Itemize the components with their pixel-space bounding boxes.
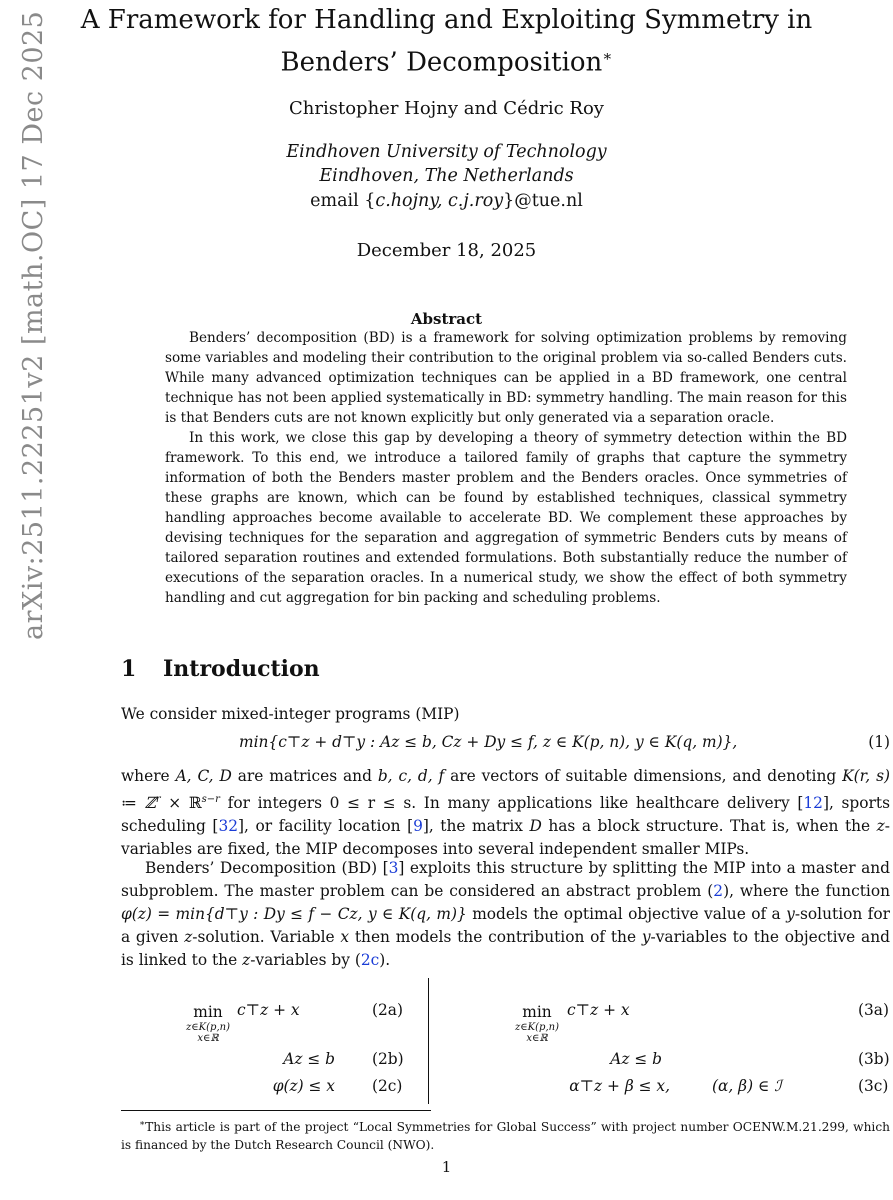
problem-3-objective: c⊤z + x <box>567 1001 630 1019</box>
text-run: where <box>121 767 176 785</box>
section-heading <box>121 656 320 682</box>
math-run: A, C, D <box>175 767 232 785</box>
equation-ref-2[interactable]: 2 <box>713 882 724 900</box>
equation-ref-2c[interactable]: 2c <box>360 951 380 969</box>
paper-title <box>0 2 893 81</box>
text-run: ], or facility location [ <box>238 817 414 836</box>
math-run: z <box>876 817 885 836</box>
text-run: -solution. Variable <box>192 928 341 946</box>
math-run: D <box>529 817 542 836</box>
math-superscript: r <box>155 794 161 805</box>
text-run: ), where the function <box>723 882 890 900</box>
text-run: -solution for a given <box>121 905 890 946</box>
text-run: then models the contribution of the <box>349 928 642 946</box>
equation-3a-tag: (3a) <box>858 1001 889 1019</box>
problem-2-domain-x: x∈ℝ <box>197 1033 219 1044</box>
math-run: b, c, d, f <box>377 767 445 785</box>
title-line-1: A Framework for Handling and Exploiting Symmetry in <box>80 5 813 35</box>
math-run: y <box>641 928 651 946</box>
abstract-body <box>165 328 847 608</box>
problem-3-min: min <box>522 1003 552 1021</box>
problem-2-objective: c⊤z + x <box>237 1001 300 1019</box>
text-run: has a block structure. That is, when the <box>541 817 877 836</box>
intro-lead: We consider mixed-integer programs (MIP) <box>121 705 460 723</box>
text-run: -variables to the objective and is linked to the <box>121 928 890 969</box>
problem-3-constraint-2: α⊤z + β ≤ x, <box>569 1077 670 1095</box>
math-superscript: s−r <box>201 794 220 805</box>
problem-3-domain-z: z∈K(p,n) <box>515 1022 559 1033</box>
email-addresses: c.hojny, c.j.roy <box>375 191 504 211</box>
equation-1-formula: min{c⊤z + d⊤y : Az ≤ b, Cz + Dy ≤ f, z ∈ K(p, n), y ∈ K(q, m)}, <box>239 733 738 751</box>
publication-date: December 18, 2025 <box>356 240 537 261</box>
text-run: ], sports scheduling [ <box>121 794 890 836</box>
equation-3b-tag: (3b) <box>858 1050 890 1068</box>
text-run: -variables by ( <box>250 951 361 969</box>
equation-2a-tag: (2a) <box>372 1001 403 1019</box>
title-footnote-mark: ∗ <box>602 47 613 65</box>
text-run: are matrices and <box>231 767 378 785</box>
text-run: -variables are fixed, the MIP decomposes into several independent smaller MIPs. <box>121 817 890 859</box>
math-run: z <box>184 928 193 946</box>
equation-3c-tag: (3c) <box>858 1077 889 1095</box>
problem-2-constraint-1: Az ≤ b <box>283 1050 335 1068</box>
text-run: ). <box>379 951 391 969</box>
section-title: Introduction <box>163 656 320 682</box>
text-run: models the optimal objective value of a <box>466 905 787 923</box>
intro-paragraph-2 <box>121 765 890 861</box>
abstract-paragraph-2: In this work, we close this gap by developing a theory of symmetry detection within the BD framework. To this end, we introduce a tailored family of graphs that capture the symmetry information of both the Benders master problem and the Benders oracles. Once symmetries of these graphs are known, which can be found by established techniques, classical symmetry handling approaches become available to accelerate BD. We complement these approaches by devising techniques for the separation and aggregation of symmetric Benders cuts by means of tailored separation routines and extended formulations. Both substantially reduce the number of executions of the separation oracles. In a numerical study, we show the effect of both symmetry handling and cut aggregation for bin packing and scheduling problems. <box>165 430 847 606</box>
email-prefix: email { <box>310 191 376 211</box>
problem-3-constraint-1: Az ≤ b <box>610 1050 662 1068</box>
affiliation-line-2: Eindhoven, The Netherlands <box>319 166 574 186</box>
author-list: Christopher Hojny and Cédric Roy <box>289 98 604 119</box>
math-run: z <box>242 951 251 969</box>
text-run: for integers 0 ≤ r ≤ s. In many applications like healthcare delivery [ <box>219 794 804 813</box>
page-number: 1 <box>441 1158 452 1176</box>
section-number: 1 <box>121 656 137 682</box>
column-divider <box>428 978 429 1104</box>
footnote-mark: ∗ <box>139 1119 146 1129</box>
text-run: ], the matrix <box>422 817 530 836</box>
problem-2-constraint-2: φ(z) ≤ x <box>272 1077 335 1095</box>
equation-2c-tag: (2c) <box>372 1077 403 1095</box>
footnote <box>121 1115 890 1154</box>
text-run: ] exploits this structure by splitting the MIP into a master and subproblem. The master problem can be considered an abstract problem ( <box>121 859 891 900</box>
title-line-2 <box>0 38 893 81</box>
arxiv-identifier: arXiv:2511.22251v2 [math.OC] 17 Dec 2025 <box>18 10 49 640</box>
citation-9[interactable]: 9 <box>413 817 423 836</box>
text-run: Benders’ Decomposition (BD) [ <box>145 859 389 877</box>
text-run: are vectors of suitable dimensions, and denoting <box>444 767 843 785</box>
math-run: x <box>340 928 350 946</box>
citation-32[interactable]: 32 <box>218 817 239 836</box>
equation-2b-tag: (2b) <box>372 1050 404 1068</box>
math-run: y <box>786 905 795 923</box>
affiliation <box>0 140 893 188</box>
affiliation-line-1: Eindhoven University of Technology <box>286 142 607 162</box>
author-email <box>0 191 893 211</box>
problem-3-constraint-2-condition: (α, β) ∈ ℐ <box>712 1077 782 1095</box>
footnote-rule <box>121 1110 431 1111</box>
citation-12[interactable]: 12 <box>803 794 823 813</box>
equation-1-tag: (1) <box>868 733 890 751</box>
text-run: × ℝ <box>160 794 202 813</box>
footnote-text: This article is part of the project “Local Symmetries for Global Success” with project number OCENW.M.21.299, which is financed by the Dutch Research Council (NWO). <box>121 1120 890 1153</box>
intro-paragraph-3 <box>121 857 890 972</box>
title-line-2-text: Benders’ Decomposition <box>280 47 603 78</box>
abstract-heading: Abstract <box>410 310 483 328</box>
abstract-paragraph-1: Benders’ decomposition (BD) is a framework for solving optimization problems by removing some variables and modeling their contribution to the original problem via so-called Benders cuts. While many advanced optimization techniques can be applied in a BD framework, one central technique has not been applied systematically in BD: symmetry handling. The main reason for this is that Benders cuts are not known explicitly but only generated via a separation oracle. <box>165 330 847 426</box>
problem-2-min: min <box>193 1003 223 1021</box>
math-run: φ(z) = min{d⊤y : Dy ≤ f − Cz, y ∈ K(q, m)} <box>121 905 467 923</box>
citation-3[interactable]: 3 <box>388 859 399 877</box>
problem-2-domain-z: z∈K(p,n) <box>186 1022 230 1033</box>
email-suffix: }@tue.nl <box>503 191 583 211</box>
problem-3-domain-x: x∈ℝ <box>526 1033 548 1044</box>
math-run: K(r, s) ≔ ℤ <box>121 767 890 813</box>
